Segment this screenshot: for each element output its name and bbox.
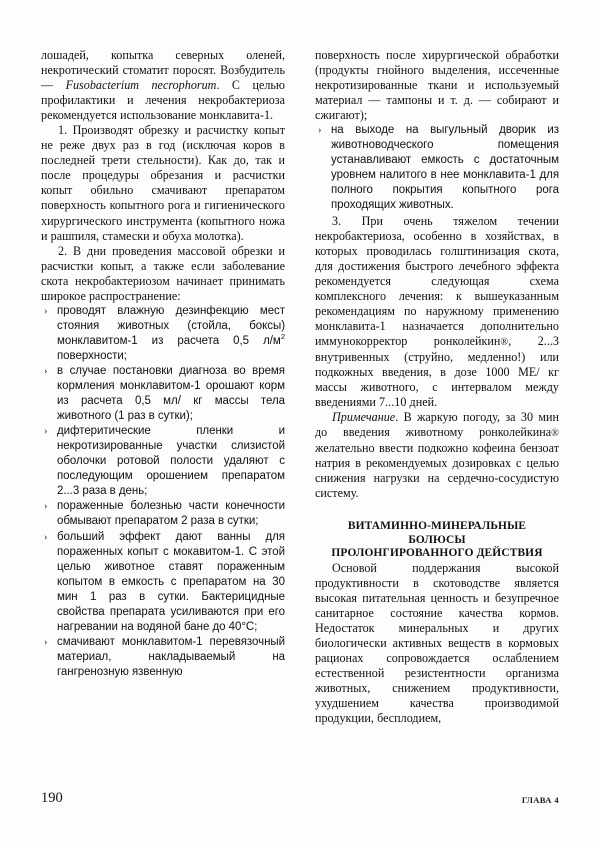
registered-trademark-icon: ®: [500, 336, 509, 348]
numbered-item-1: 1. Производят обрезку и расчистку копыт не реже двух раз в год (исключая коров в последней трети стельности). Как до, так и после процедуры обрезания и расчистки копыт обильно смачивают препаратом поверхность копытного рога и гигиенического хирургического инструмента (копытного ножа и рашпиля, стамески и обуха молотка).: [41, 123, 285, 243]
note-lead-text: . В жаркую погоду, за 30 мин до введения животному ронколейкина: [315, 410, 559, 440]
pathogen-binomial-name: Fusobacterium necrophorum: [65, 78, 217, 93]
list-item-text: на выходе на выгульный дворик из животноводческого помещения устанавливают емкость с достаточным уровнем налитого в нее монклавита-1 для полного покрытия копытного рога проходящих животных.: [331, 124, 559, 212]
chevron-bullet-icon: ›: [44, 531, 48, 543]
right-column-bullet-list: [315, 123, 559, 213]
left-column-bullet-list: [41, 304, 285, 680]
registered-trademark-icon: ®: [551, 428, 559, 440]
paragraph-tail-text: . С целью профилактики и лечения некробактериоза рекомендуется использование монклавита-1.: [41, 78, 285, 123]
note-label: Примечание: [332, 410, 396, 425]
list-item: [41, 424, 285, 499]
note-paragraph: [315, 410, 559, 501]
list-item-text-main: проводят влажную дезинфекцию мест стояния животных (стойла, боксы) монклавитом-1 из расчета 0,5 л/м: [57, 304, 285, 347]
note-tail-text: желательно ввести подкожно кофеина бензоат натрия в рекомендуемых дозировках с целью снижения нагрузки на сердечно-сосудистую систему.: [315, 441, 559, 501]
list-item-text: дифтеритические пленки и некротизированные участки слизистой оболочки ротовой полости удаляют с последующим орошением препаратом 2...3 раза в день;: [57, 425, 285, 498]
chevron-bullet-icon: ›: [44, 365, 48, 377]
numbered-item-3: [315, 214, 559, 411]
list-item: [41, 635, 285, 680]
chevron-bullet-icon: ›: [44, 636, 48, 648]
list-item: [41, 364, 285, 424]
list-item-text: пораженные болезнью части конечности обмывают препаратом 2 раза в сутки;: [57, 500, 285, 528]
paragraph-lead-text: лошадей, копытка северных оленей, некротический стоматит поросят. Возбудитель —: [41, 48, 285, 93]
list-item-text: больший эффект дают ванны для пораженных копыт с мокавитом-1. С этой целью животное ставят пораженным копытом в емкость с препаратом на 30 мин 1 раз в сутки. Бактерицидные свойства препарата усиливаются при его нагревании на водяной бане до 40°С;: [57, 530, 285, 633]
section-heading-line-1: ВИТАМИННО-МИНЕРАЛЬНЫЕ: [347, 520, 527, 533]
chevron-bullet-icon: ›: [44, 305, 48, 317]
list-item-text: [57, 304, 285, 364]
section-opening-paragraph: Основой поддержания высокой продуктивности в скотоводстве является высокая питательная ценность и безупречное санитарное состояние качества кормов. Недостаток минеральных и других биологически активных веществ в кормовых рационах сопровождается ослаблением естественной резистентности организма животных, снижением продуктивности, ухудшением качества производимой продукции, бесплодием,: [315, 560, 559, 726]
numbered-item-2: 2. В дни проведения массовой обрезки и расчистки копыт, а также если заболевание скота некробактериозом начинает принимать широкое распространение:: [41, 243, 285, 303]
list-item-text: в случае постановки диагноза во время кормления монклавитом-1 орошают корм из расчета 0,5 мл/ кг массы тела животного (1 раз в сутки);: [57, 364, 285, 423]
chevron-bullet-icon: ›: [44, 426, 48, 438]
page-number: 190: [41, 790, 63, 806]
list-item: [41, 499, 285, 529]
section-heading-line-3: ПРОЛОНГИРОВАННОГО ДЕЙСТВИЯ: [331, 547, 543, 560]
section-heading: [315, 520, 559, 560]
list-item-text-tail: поверхности;: [57, 349, 127, 362]
page-footer: [41, 790, 559, 808]
right-text-column: [315, 48, 559, 760]
left-text-column: [41, 48, 285, 760]
list-item: [41, 530, 285, 635]
section-heading-line-2: БОЛЮСЫ: [408, 533, 466, 546]
bullet-continuation-paragraph: поверхность после хирургической обработки (продукты гнойного выделения, иссеченные некротизированные ткани и используемый материал — тампоны и т. д. — собирают и сжигают);: [315, 48, 559, 123]
chevron-bullet-icon: ›: [318, 125, 322, 137]
two-column-text-body: [41, 48, 559, 760]
paragraph-continued-from-previous-page: [41, 48, 285, 123]
list-item: [41, 304, 285, 364]
item-3-lead-text: 3. При очень тяжелом течении некробактериоза, особенно в хозяйствах, в которых проводилась голштинизация скота, для достижения быстрого лечебного эффекта рекомендуется следующая схема комплексного лечения: к вышеуказанным рекомендациям по наружному применению монклавита-1 назначается дополнительно иммунокорректор ронколейкин: [315, 213, 559, 348]
list-item-text: смачивают монклавитом-1 перевязочный материал, накладываемый на гангренозную язвенную: [57, 635, 285, 678]
superscript-square: 2: [280, 332, 285, 342]
list-item: [315, 123, 559, 213]
item-3-tail-text: , 2...3 внутривенных (струйно, медленно!) или подкожных введения, в дозе 1000 МЕ/ кг массы животного, с интервалом между введениями 7...10 дней.: [315, 333, 559, 410]
chevron-bullet-icon: ›: [44, 501, 48, 513]
chapter-label: ГЛАВА 4: [521, 795, 559, 805]
